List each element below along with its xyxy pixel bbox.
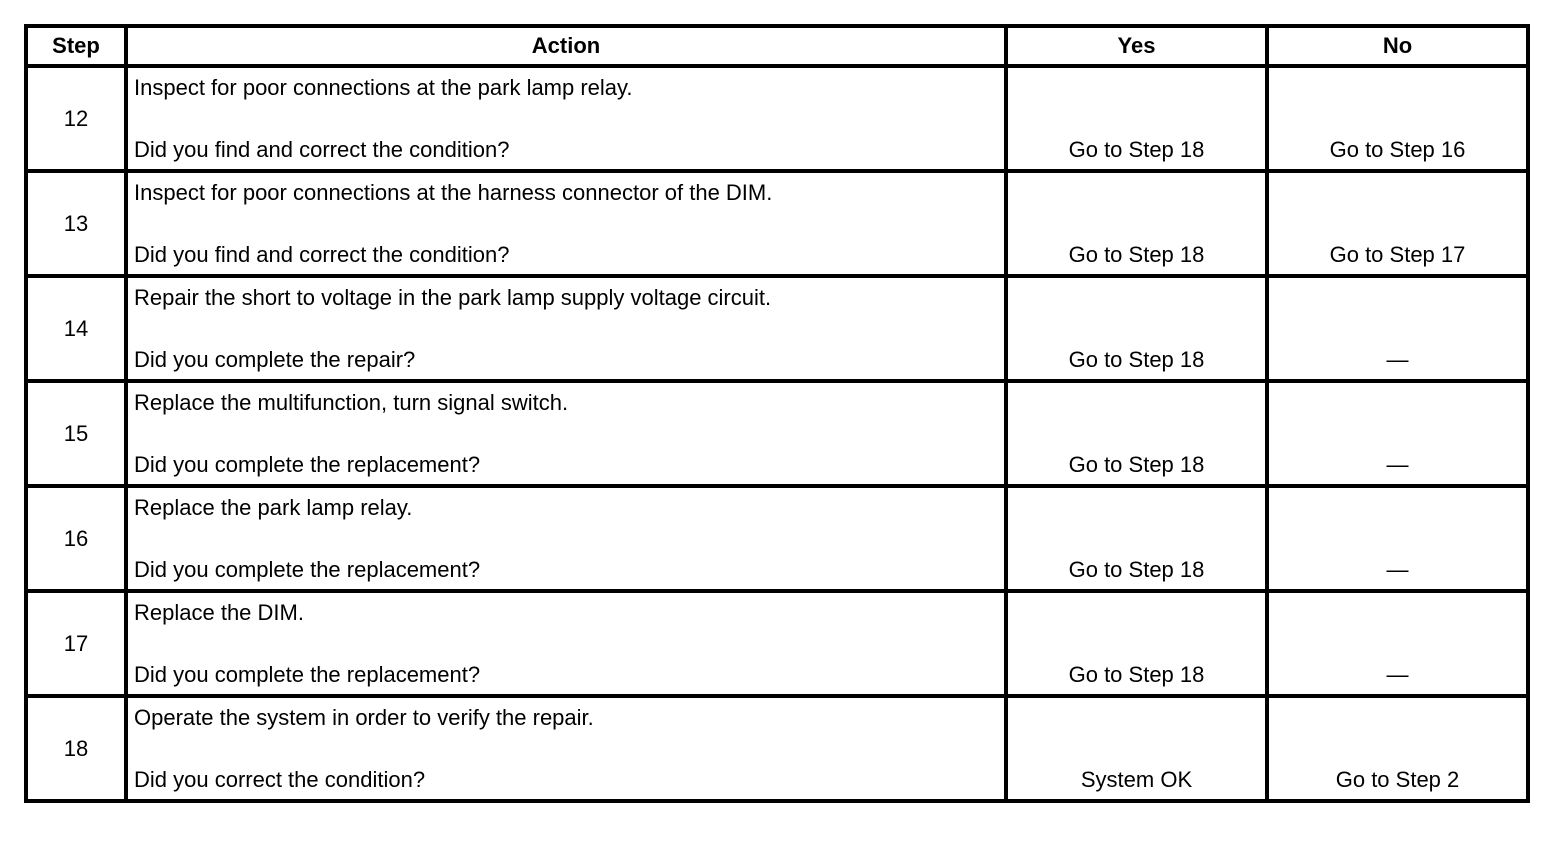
yes-result: Go to Step 18 bbox=[1068, 137, 1205, 162]
step-number: 13 bbox=[26, 171, 126, 276]
yes-result: Go to Step 18 bbox=[1068, 242, 1205, 267]
yes-cell bbox=[1006, 381, 1267, 486]
no-cell bbox=[1267, 276, 1528, 381]
table-row bbox=[26, 486, 1528, 591]
action-cell bbox=[126, 696, 1006, 801]
table-row bbox=[26, 591, 1528, 696]
action-text: Operate the system in order to verify the repair. bbox=[134, 705, 594, 730]
table-body bbox=[26, 66, 1528, 801]
yes-result: Go to Step 18 bbox=[1068, 347, 1205, 372]
header-row bbox=[26, 26, 1528, 66]
no-cell bbox=[1267, 381, 1528, 486]
no-cell bbox=[1267, 486, 1528, 591]
action-question: Did you complete the replacement? bbox=[134, 557, 481, 582]
no-cell bbox=[1267, 66, 1528, 171]
action-question: Did you complete the replacement? bbox=[134, 662, 481, 687]
step-number: 16 bbox=[26, 486, 126, 591]
action-question: Did you complete the replacement? bbox=[134, 452, 481, 477]
header-no: No bbox=[1267, 26, 1528, 66]
header-action: Action bbox=[126, 26, 1006, 66]
table-row bbox=[26, 381, 1528, 486]
yes-cell bbox=[1006, 66, 1267, 171]
step-number: 18 bbox=[26, 696, 126, 801]
header-step: Step bbox=[26, 26, 126, 66]
table-row bbox=[26, 696, 1528, 801]
yes-cell bbox=[1006, 696, 1267, 801]
yes-result: System OK bbox=[1080, 767, 1193, 792]
action-text: Inspect for poor connections at the park lamp relay. bbox=[134, 75, 633, 100]
action-text: Repair the short to voltage in the park lamp supply voltage circuit. bbox=[134, 285, 772, 310]
action-cell bbox=[126, 381, 1006, 486]
step-number: 17 bbox=[26, 591, 126, 696]
action-question: Did you find and correct the condition? bbox=[134, 242, 510, 267]
no-result: — bbox=[1386, 347, 1409, 372]
action-text: Replace the park lamp relay. bbox=[134, 495, 413, 520]
no-result: — bbox=[1386, 557, 1409, 582]
no-result: Go to Step 16 bbox=[1329, 137, 1466, 162]
no-result: — bbox=[1386, 452, 1409, 477]
step-number: 14 bbox=[26, 276, 126, 381]
yes-cell bbox=[1006, 276, 1267, 381]
step-number: 15 bbox=[26, 381, 126, 486]
no-result: Go to Step 2 bbox=[1335, 767, 1460, 792]
yes-cell bbox=[1006, 591, 1267, 696]
yes-result: Go to Step 18 bbox=[1068, 557, 1205, 582]
yes-cell bbox=[1006, 486, 1267, 591]
diagnostic-table bbox=[24, 24, 1530, 803]
action-cell bbox=[126, 591, 1006, 696]
table-row bbox=[26, 276, 1528, 381]
action-text: Replace the DIM. bbox=[134, 600, 304, 625]
table-header bbox=[26, 26, 1528, 66]
no-cell bbox=[1267, 591, 1528, 696]
no-result: Go to Step 17 bbox=[1329, 242, 1466, 267]
action-question: Did you find and correct the condition? bbox=[134, 137, 510, 162]
no-cell bbox=[1267, 171, 1528, 276]
table-row bbox=[26, 66, 1528, 171]
yes-result: Go to Step 18 bbox=[1068, 452, 1205, 477]
no-cell bbox=[1267, 696, 1528, 801]
action-cell bbox=[126, 66, 1006, 171]
yes-cell bbox=[1006, 171, 1267, 276]
action-text: Inspect for poor connections at the harness connector of the DIM. bbox=[134, 180, 773, 205]
table-row bbox=[26, 171, 1528, 276]
no-result: — bbox=[1386, 662, 1409, 687]
action-question: Did you correct the condition? bbox=[134, 767, 426, 792]
step-number: 12 bbox=[26, 66, 126, 171]
header-yes: Yes bbox=[1006, 26, 1267, 66]
action-question: Did you complete the repair? bbox=[134, 347, 416, 372]
yes-result: Go to Step 18 bbox=[1068, 662, 1205, 687]
action-text: Replace the multifunction, turn signal switch. bbox=[134, 390, 569, 415]
action-cell bbox=[126, 486, 1006, 591]
action-cell bbox=[126, 276, 1006, 381]
action-cell bbox=[126, 171, 1006, 276]
